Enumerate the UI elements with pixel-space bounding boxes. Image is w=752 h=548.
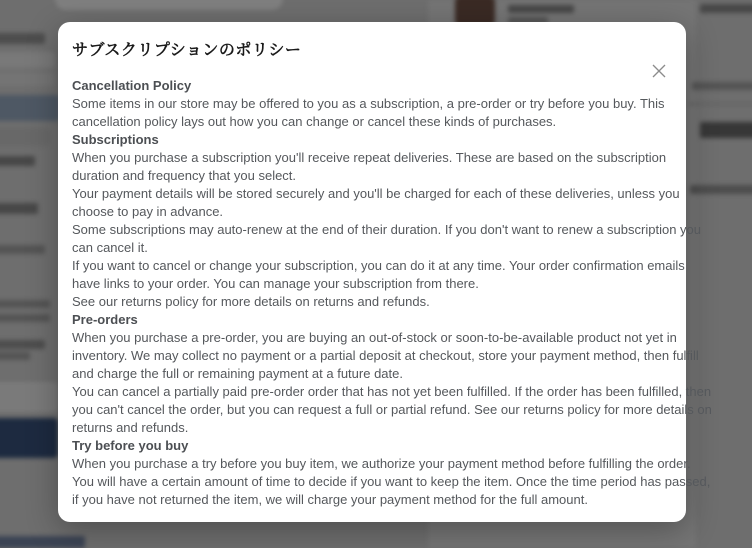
policy-text-line: When you purchase a subscription you'll receive repeat deliveries. These are based on the subscription: [72, 150, 667, 165]
policy-text-line: can cancel it.: [72, 240, 148, 255]
policy-section-heading: Cancellation Policy: [72, 78, 192, 93]
policy-text-line: if you have not returned the item, we will charge your payment method for the full amount.: [72, 492, 588, 507]
policy-section-heading: Pre-orders: [72, 312, 138, 327]
policy-text-line: have links to your order. You can manage your subscription from there.: [72, 276, 479, 291]
policy-body: [72, 77, 712, 509]
policy-text-line: You will have a certain amount of time to decide if you want to keep the item. Once the time period has passed,: [72, 474, 711, 489]
close-button[interactable]: [648, 60, 670, 82]
subscription-policy-dialog: [58, 22, 712, 522]
policy-text-line: When you purchase a try before you buy item, we authorize your payment method before fulfilling the order.: [72, 456, 691, 471]
dialog-title: サブスクリプションのポリシー: [72, 42, 302, 59]
policy-text-line: Your payment details will be stored securely and you'll be charged for each of these deliveries, unless you: [72, 186, 680, 201]
policy-text-line: duration and frequency that you select.: [72, 168, 297, 183]
policy-text-line: If you want to cancel or change your subscription, you can do it at any time. Your order confirmation emails: [72, 258, 685, 273]
policy-section-heading: Try before you buy: [72, 438, 189, 453]
policy-text-line: and charge the full or remaining payment at a future date.: [72, 366, 403, 381]
close-icon: [651, 63, 667, 79]
policy-text-line: inventory. We may collect no payment or a partial deposit at checkout, store your payment method, then fulfill: [72, 348, 699, 363]
policy-text-line: choose to pay in advance.: [72, 204, 224, 219]
policy-text-line: You can cancel a partially paid pre-order order that has not yet been fulfilled. If the order has been fulfilled, then: [72, 384, 712, 399]
policy-text-line: returns and refunds.: [72, 420, 189, 435]
policy-text-line: Some subscriptions may auto-renew at the end of their duration. If you don't want to renew a subscription you: [72, 222, 701, 237]
policy-text-line: you can't cancel the order, but you can request a full or partial refund. See our returns policy for more details on: [72, 402, 712, 417]
policy-text-line: When you purchase a pre-order, you are buying an out-of-stock or soon-to-be-available product not yet in: [72, 330, 677, 345]
policy-section-heading: Subscriptions: [72, 132, 159, 147]
policy-text-line: Some items in our store may be offered to you as a subscription, a pre-order or try before you buy. This: [72, 96, 665, 111]
policy-text-line: cancellation policy lays out how you can change or cancel these kinds of purchases.: [72, 114, 557, 129]
policy-text-line: See our returns policy for more details on returns and refunds.: [72, 294, 430, 309]
